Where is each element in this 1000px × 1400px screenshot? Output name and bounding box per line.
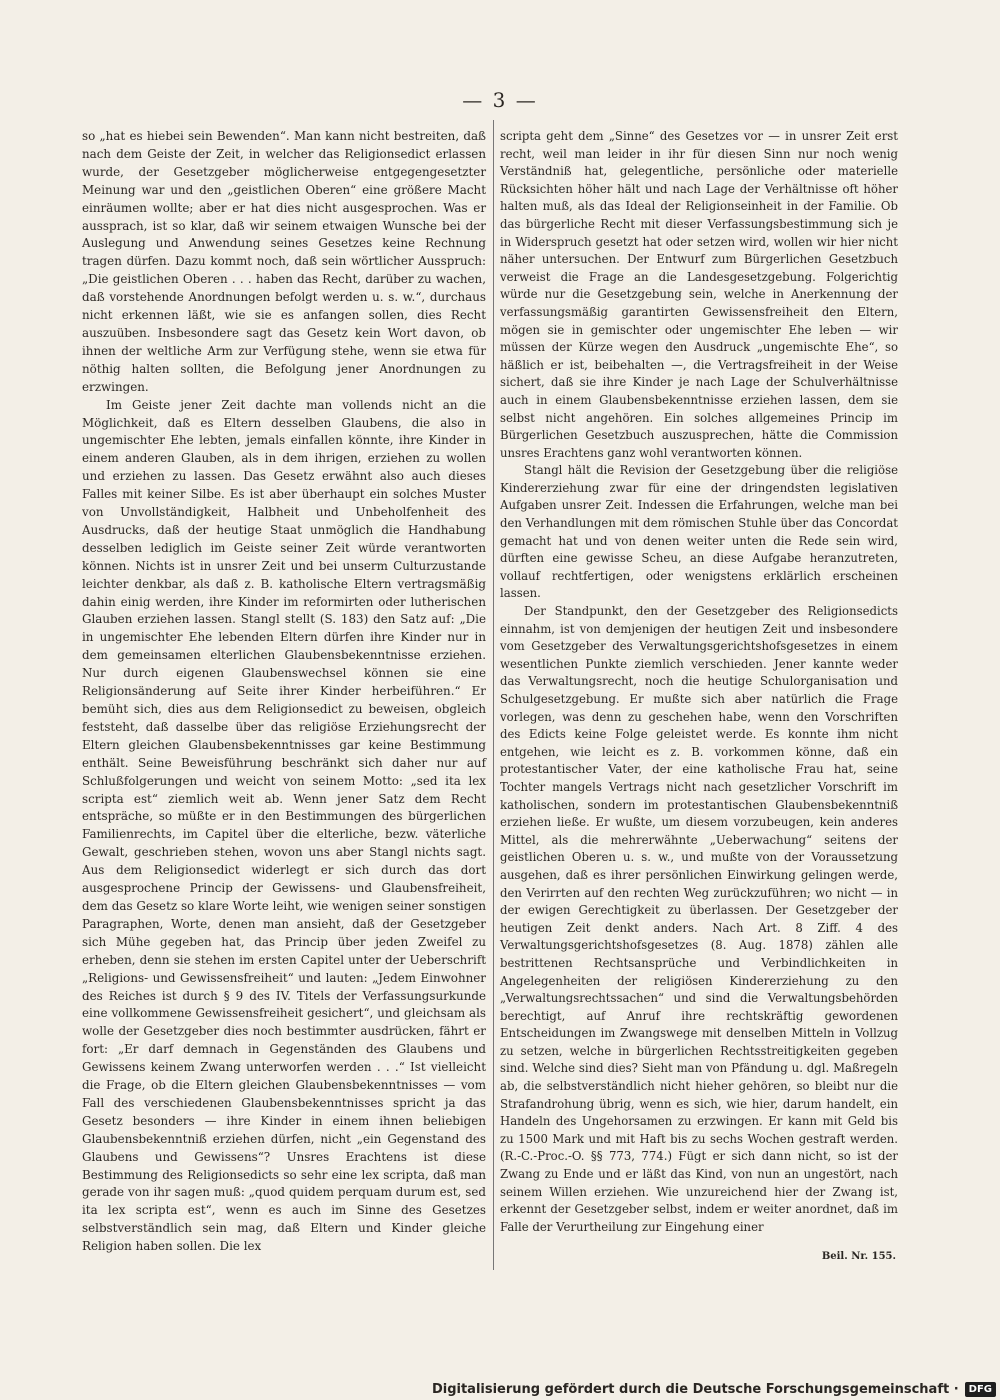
- column-divider: [493, 120, 494, 1270]
- page-number: — 3 —: [462, 88, 538, 112]
- footer-bar: [0, 1378, 1000, 1400]
- right-paragraph-3: Der Standpunkt, den der Gesetzgeber des Religionsedicts einnahm, ist von demjenigen der heutigen Zeit und insbesondere vom Gesetzgeber des Verwaltungsgerichtshofsgesetzes in einem wesentlichen Punkte ziemlich verschieden. Jener kannte weder das Verwaltungsrecht, noch die heutige Schulorganisation und Schulgesetzgebung. Er mußte sich aber natürlich die Frage vorlegen, was denn zu geschehen habe, wenn den Vorschriften des Edicts keine Folge geleistet werde. Es konnte ihm nicht entgehen, wie leicht es z. B. vorkommen könne, daß ein protestantischer Vater, der eine katholische Frau hat, seine Tochter mangels Vertrags nicht nach gesetzlicher Vorschrift im katholischen, sondern im protestantischen Glaubensbekenntniß erziehen ließe. Er wußte, um diesem vorzubeugen, kein anderes Mittel, als die mehrerwähnte „Ueberwachung“ seitens der geistlichen Oberen u. s. w., und mußte von der Voraussetzung ausgehen, daß es ihrer persönlichen Einwirkung gelingen werde, den Verirrten auf den rechten Weg zurückzuführen; wo nicht — in der ewigen Gerechtigkeit zu überlassen. Der Gesetzgeber der heutigen Zeit denkt anders. Nach Art. 8 Ziff. 4 des Verwaltungsgerichtshofsgesetzes (8. Aug. 1878) zählen alle bestrittenen Rechtsansprüche und Verbindlichkeiten in Angelegenheiten der religiösen Kindererziehung zu den „Verwaltungsrechtssachen“ und sind die Verwaltungsbehörden berechtigt, auf Anruf ihre rechtskräftig gewordenen Entscheidungen im Zwangswege mit denselben Mitteln in Vollzug zu setzen, welche in bürgerlichen Rechtsstreitigkeiten gegeben sind. Welche sind dies? Sieht man von Pfändung u. dgl. Maßregeln ab, die selbstverständlich nicht hieher gehören, so bleibt nur die Strafandrohung übrig, wenn es sich, wie hier, darum handelt, ein Handeln des Ungehorsamen zu erzwingen. Er kann mit Geld bis zu 1500 Mark und mit Haft bis zu sechs Wochen gestraft werden. (R.-C.-Proc.-O. §§ 773, 774.) Fügt er sich dann nicht, so ist der Zwang zu Ende und er läßt das Kind, von nun an ungestört, nach seinem Willen erziehen. Wie unzureichend hier der Zwang ist, erkennt der Gesetzgeber selbst, indem er weiter anordnet, daß im Falle der Verurtheilung zur Eingehung einer: [500, 604, 898, 1234]
- footer-text: Digitalisierung gefördert durch die Deutsche Forschungsgemeinschaft ·: [431, 1381, 959, 1397]
- left-paragraph-2: Im Geiste jener Zeit dachte man vollends nicht an die Möglichkeit, daß es Eltern desselben Glaubens, die also in ungemischter Ehe lebten, jemals einfallen könnte, ihre Kinder in einem anderen Glauben, als in dem ihrigen, erziehen zu wollen und erziehen zu lassen. Das Gesetz erwähnt also auch dieses Falles mit keiner Silbe. Es ist aber überhaupt ein solches Muster von Unvollständigkeit, Halbheit und Unbeholfenheit des Ausdrucks, daß der heutige Staat unmöglich die Handhabung desselben lediglich im Geiste seiner Zeit würde verantworten können. Nichts ist in unsrer Zeit und bei unserm Culturzustande leichter denkbar, als daß z. B. katholische Eltern vertragsmäßig dahin einig werden, ihre Kinder im reformirten oder lutherischen Glauben erziehen lassen. Stangl stellt (S. 183) den Satz auf: „Die in ungemischter Ehe lebenden Eltern dürfen ihre Kinder nur in dem gemeinsamen elterlichen Glaubensbekenntnisse erziehen. Nur durch eigenen Glaubenswechsel können sie eine Religionsänderung auf Seite ihrer Kinder herbeiführen.“ Er bemüht sich, dies aus dem Religionsedict zu beweisen, obgleich feststeht, daß dasselbe über das religiöse Erziehungsrecht der Eltern gleichen Glaubensbekenntnisses gar keine Bestimmung enthält. Seine Beweisführung beschränkt sich daher nur auf Schlußfolgerungen und weicht von seinem Motto: „sed ita lex scripta est“ ziemlich weit ab. Wenn jener Satz dem Recht entspräche, so müßte er in den Bestimmungen des bürgerlichen Familienrechts, im Capitel über die elterliche, bezw. väterliche Gewalt, geschrieben stehen, wovon uns aber Stangl nichts sagt. Aus dem Religionsedict widerlegt er sich durch das dort ausgesprochene Princip der Gewissens- und Glaubensfreiheit, dem das Gesetz so klare Worte leiht, wie wenigen seiner sonstigen Paragraphen, Worte, denen man ansieht, daß der Gesetzgeber sich Mühe gegeben hat, das Princip über jeden Zweifel zu erheben, denn sie stehen im ersten Capitel unter der Ueberschrift „Religions- und Gewissensfreiheit“ und lauten: „Jedem Einwohner des Reiches ist durch § 9 des IV. Titels der Verfassungsurkunde eine vollkommene Gewissensfreiheit gesichert“, und gleichsam als wolle der Gesetzgeber dies noch bestimmter ausdrücken, fährt er fort: „Er darf demnach in Gegenständen des Glaubens und Gewissens keinem Zwang unterworfen werden . . .“ Ist vielleicht die Frage, ob die Eltern gleichen Glaubensbekenntnisses — vom Fall des verschiedenen Glaubensbekenntnisses spricht ja das Gesetz besonders — ihre Kinder in einem ihnen beliebigen Glaubensbekenntniß erziehen dürfen, nicht „ein Gegenstand des Glaubens und Gewissens“? Unsres Erachtens ist diese Bestimmung des Religionsedicts so sehr eine lex scripta, daß man gerade von ihr sagen muß: „quod quidem perquam durum est, sed ita lex scripta est“, wenn es auch im Sinne des Gesetzes selbstverständlich sein mag, daß Eltern und Kinder gleiche Religion haben sollen. Die lex: [82, 397, 486, 1254]
- right-column: [500, 128, 898, 1236]
- right-paragraph-2: Stangl hält die Revision der Gesetzgebung über die religiöse Kindererziehung zwar für eine der dringendsten legislativen Aufgaben unsrer Zeit. Indessen die Erfahrungen, welche man bei den Verhandlungen mit dem römischen Stuhle über das Concordat gemacht hat und von denen weiter unten die Rede sein wird, dürften eine gewisse Scheu, an diese Aufgabe heranzutreten, vollauf rechtfertigen, oder wenigstens erklärlich erscheinen lassen.: [500, 463, 898, 601]
- left-paragraph-1: so „hat es hiebei sein Bewenden“. Man kann nicht bestreiten, daß nach dem Geiste der Zeit, in welcher das Religionsedict erlassen wurde, der Gesetzgeber möglicherweise entgegengesetzter Meinung war und den „geistlichen Oberen“ eine größere Macht einräumen wollte; aber er hat dies nicht ausgesprochen. Was er aussprach, ist so klar, daß wir seinem etwaigen Wunsche bei der Auslegung und Anwendung seines Gesetzes keine Rechnung tragen dürfen. Dazu kommt noch, daß sein wörtlicher Ausspruch: „Die geistlichen Oberen . . . haben das Recht, darüber zu wachen, daß vorstehende Anordnungen befolgt werden u. s. w.“, durchaus nicht erkennen läßt, wie sie es anfangen sollen, dies Recht auszuüben. Insbesondere sagt das Gesetz kein Wort davon, ob ihnen der weltliche Arm zur Verfügung stehe, wenn sie etwa für nöthig halten sollten, die Befolgung jener Anordnungen zu erzwingen.: [82, 129, 486, 394]
- sheet-signature: Beil. Nr. 155.: [821, 1251, 896, 1262]
- left-column: [82, 128, 486, 1256]
- dfg-logo: DFG: [965, 1382, 996, 1397]
- right-paragraph-1: scripta geht dem „Sinne“ des Gesetzes vor — in unsrer Zeit erst recht, weil man leider in ihr für diesen Sinn nur noch wenig Verständniß hat, gelegentliche, persönliche oder materielle Rücksichten höher hält und nach Lage der Verhältnisse oft höher halten muß, als das Ideal der Religionseinheit in der Familie. Ob das bürgerliche Recht mit dieser Verfassungsbestimmung sich je in Widerspruch gesetzt hat oder setzen wird, wollen wir hier nicht näher untersuchen. Der Entwurf zum Bürgerlichen Gesetzbuch verweist die Frage an die Landesgesetzgebung. Folgerichtig würde nur die Gesetzgebung sein, welche in Anerkennung der verfassungsmäßig garantirten Gewissensfreiheit den Eltern, mögen sie in gemischter oder ungemischter Ehe leben — wir müssen der Kürze wegen den Ausdruck „ungemischte Ehe“, so häßlich er ist, beibehalten —, die Vertragsfreiheit in der Weise sichert, daß sie ihre Kinder je nach Lage der Schulverhältnisse auch in einem Glaubensbekenntnisse erziehen lassen, dem sie selbst nicht angehören. Ein solches allgemeines Princip im Bürgerlichen Gesetzbuch auszusprechen, hätte die Commission unsres Erachtens ganz wohl verantworten können.: [500, 129, 898, 460]
